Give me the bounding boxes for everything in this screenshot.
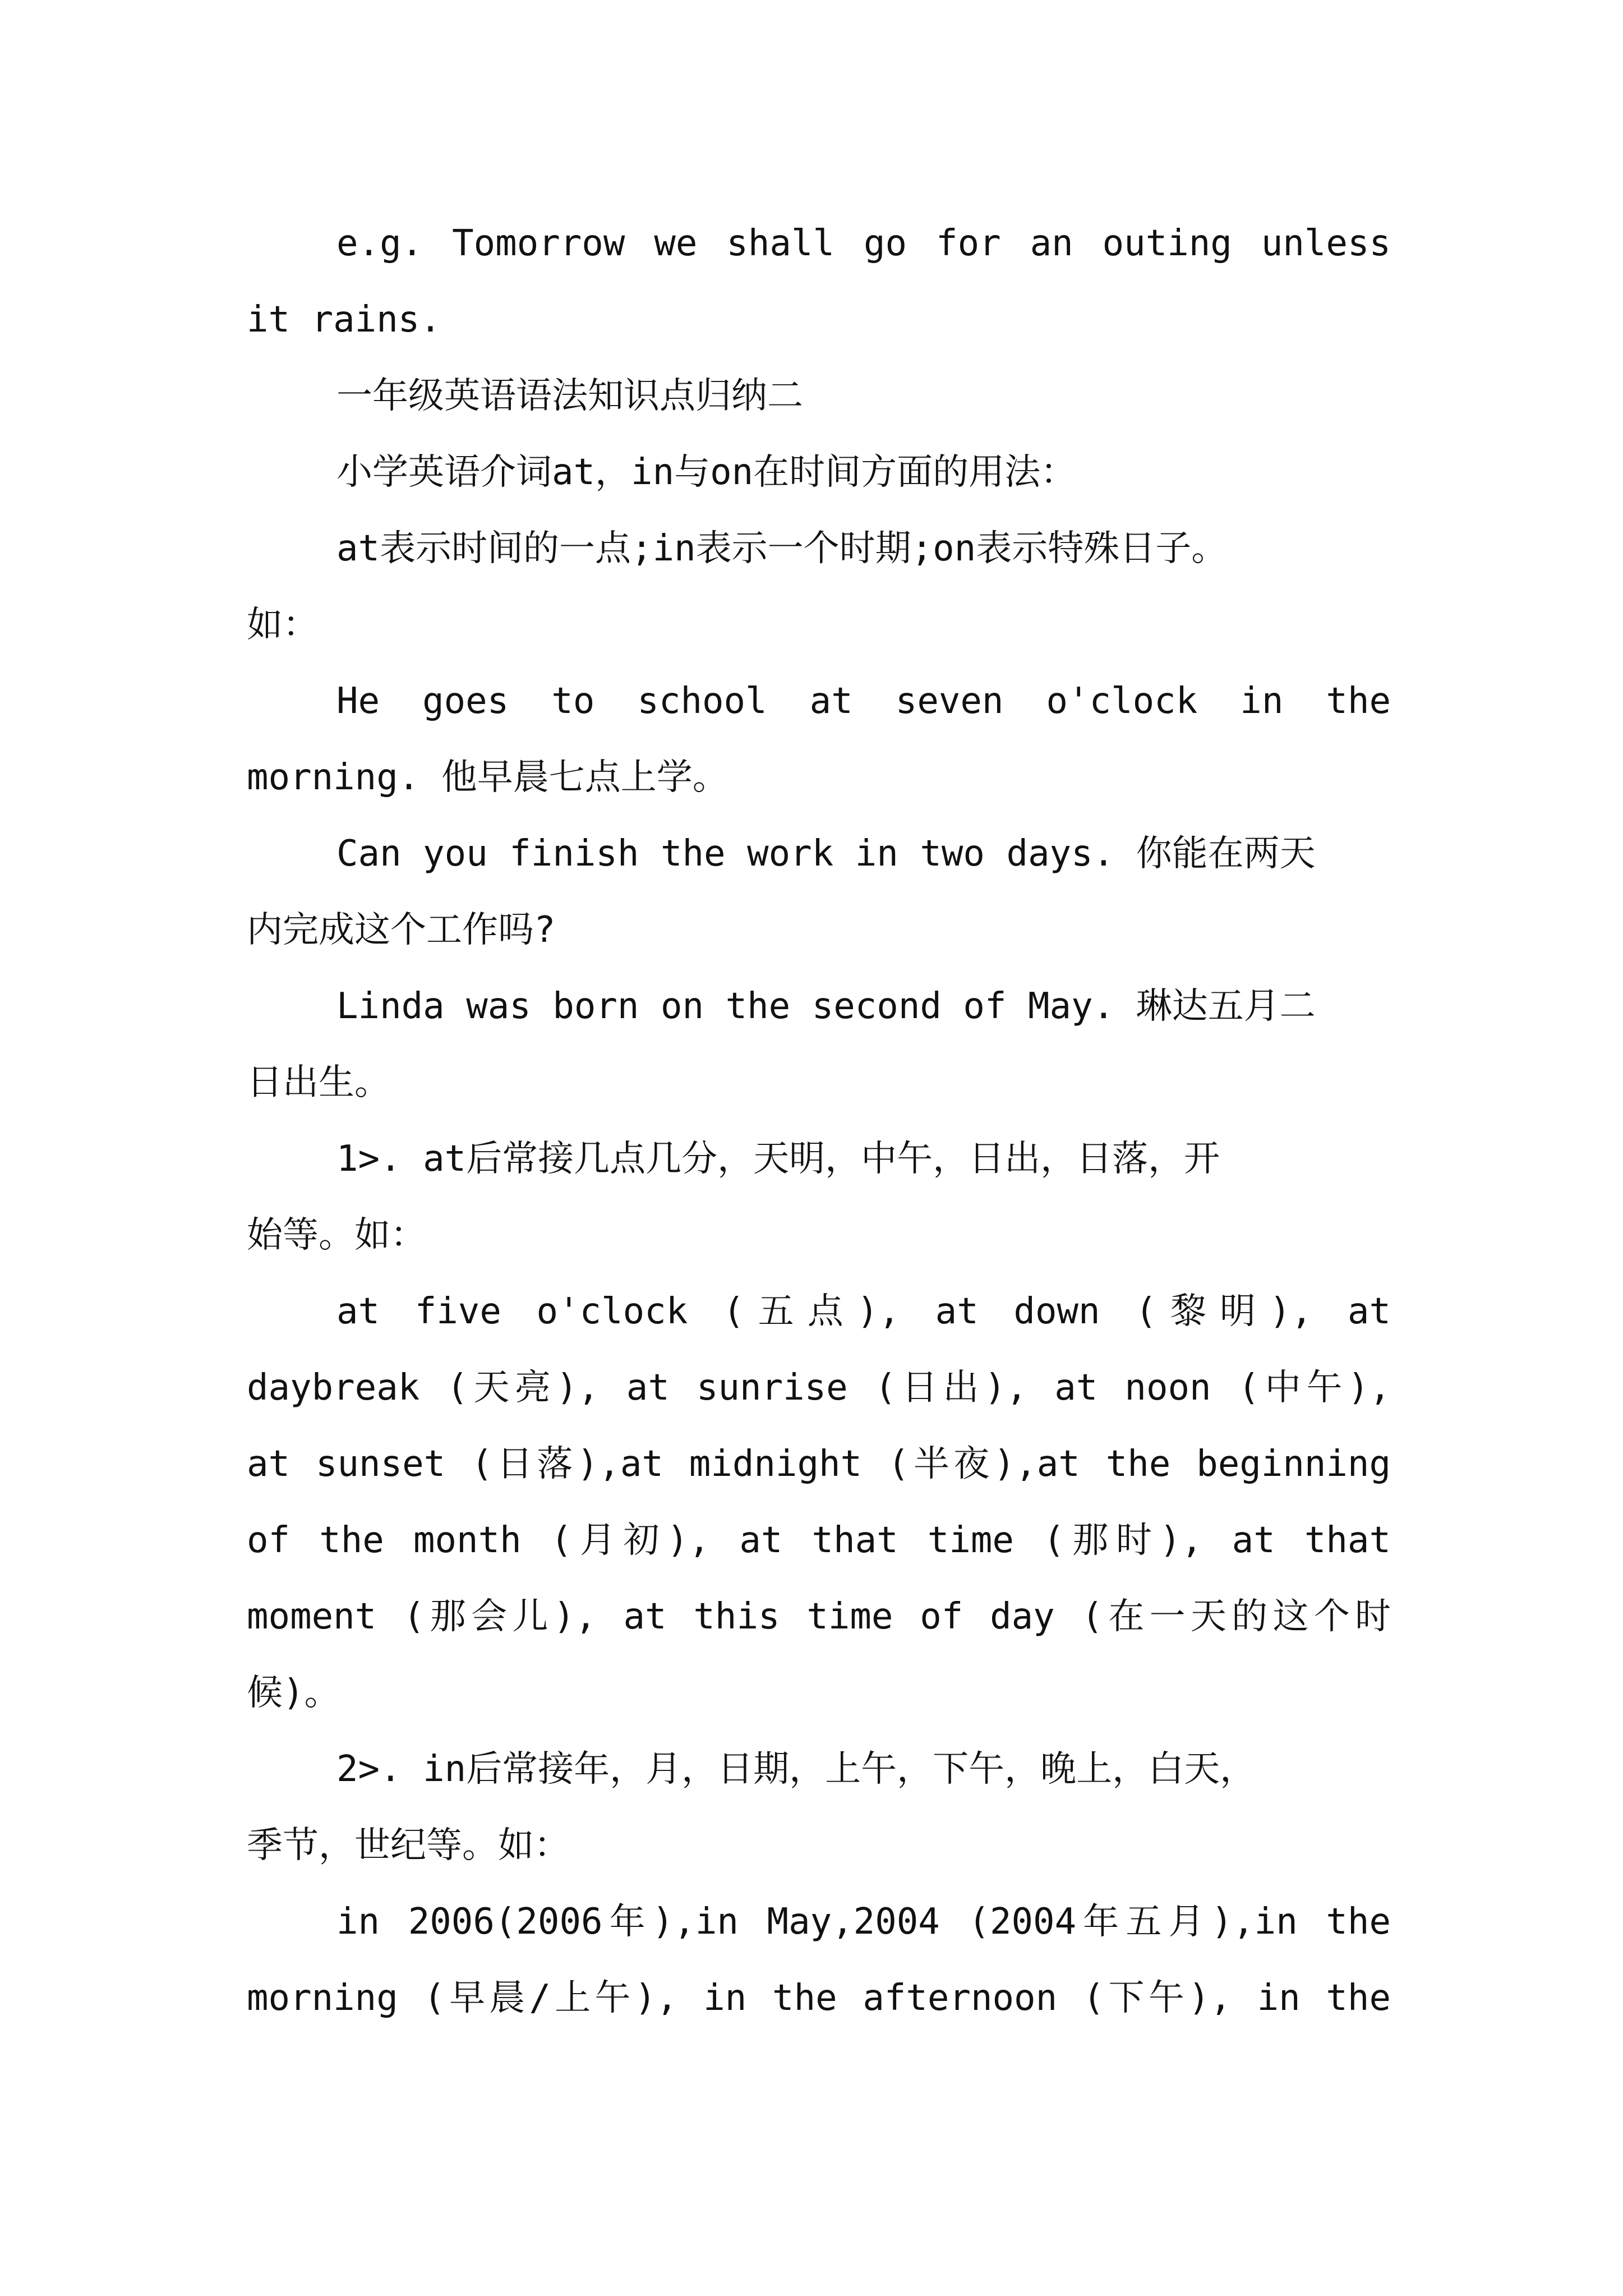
paragraph-line: Linda was born on the second of May. 琳达五月二 bbox=[336, 986, 1316, 1027]
paragraph-line: 小学英语介词at，in与on在时间方面的用法： bbox=[336, 452, 1077, 493]
paragraph-line: in 2006(2006年),in May,2004 (2004年五月),in the bbox=[336, 1901, 1391, 1943]
paragraph-line: 始等。如： bbox=[247, 1214, 426, 1256]
paragraph-line: 内完成这个工作吗? bbox=[247, 909, 556, 951]
paragraph-line: 日出生。 bbox=[247, 1062, 390, 1103]
paragraph-line: daybreak (天亮), at sunrise (日出), at noon (中午), bbox=[247, 1367, 1391, 1409]
paragraph-line: 季节，世纪等。如： bbox=[247, 1825, 570, 1866]
paragraph-line: at表示时间的一点;in表示一个时期;on表示特殊日子。 bbox=[336, 528, 1228, 569]
paragraph-line: at sunset (日落),at midnight (半夜),at the beginning bbox=[247, 1443, 1391, 1485]
paragraph-line: it rains. bbox=[247, 299, 441, 341]
paragraph-line: 2>. in后常接年，月，日期，上午，下午，晚上，白天， bbox=[336, 1749, 1256, 1790]
paragraph-line: moment (那会儿), at this time of day (在一天的这个时 bbox=[247, 1596, 1391, 1637]
section-heading: 一年级英语语法知识点归纳二 bbox=[336, 375, 803, 417]
paragraph-line: He goes to school at seven o'clock in the bbox=[336, 680, 1391, 722]
paragraph-line: Can you finish the work in two days. 你能在两天 bbox=[336, 833, 1316, 875]
paragraph-line: e.g. Tomorrow we shall go for an outing unless bbox=[336, 223, 1391, 264]
paragraph-line: morning (早晨/上午), in the afternoon (下午), in the bbox=[247, 1977, 1391, 2019]
paragraph-line: 候)。 bbox=[247, 1672, 340, 1714]
paragraph-line: of the month (月初), at that time (那时), at that bbox=[247, 1520, 1391, 1561]
paragraph-line: 如： bbox=[247, 604, 319, 646]
paragraph-line: 1>. at后常接几点几分，天明，中午，日出，日落，开 bbox=[336, 1138, 1220, 1180]
paragraph-line: morning. 他早晨七点上学。 bbox=[247, 757, 728, 798]
paragraph-line: at five o'clock (五点), at down (黎明), at bbox=[336, 1291, 1391, 1332]
